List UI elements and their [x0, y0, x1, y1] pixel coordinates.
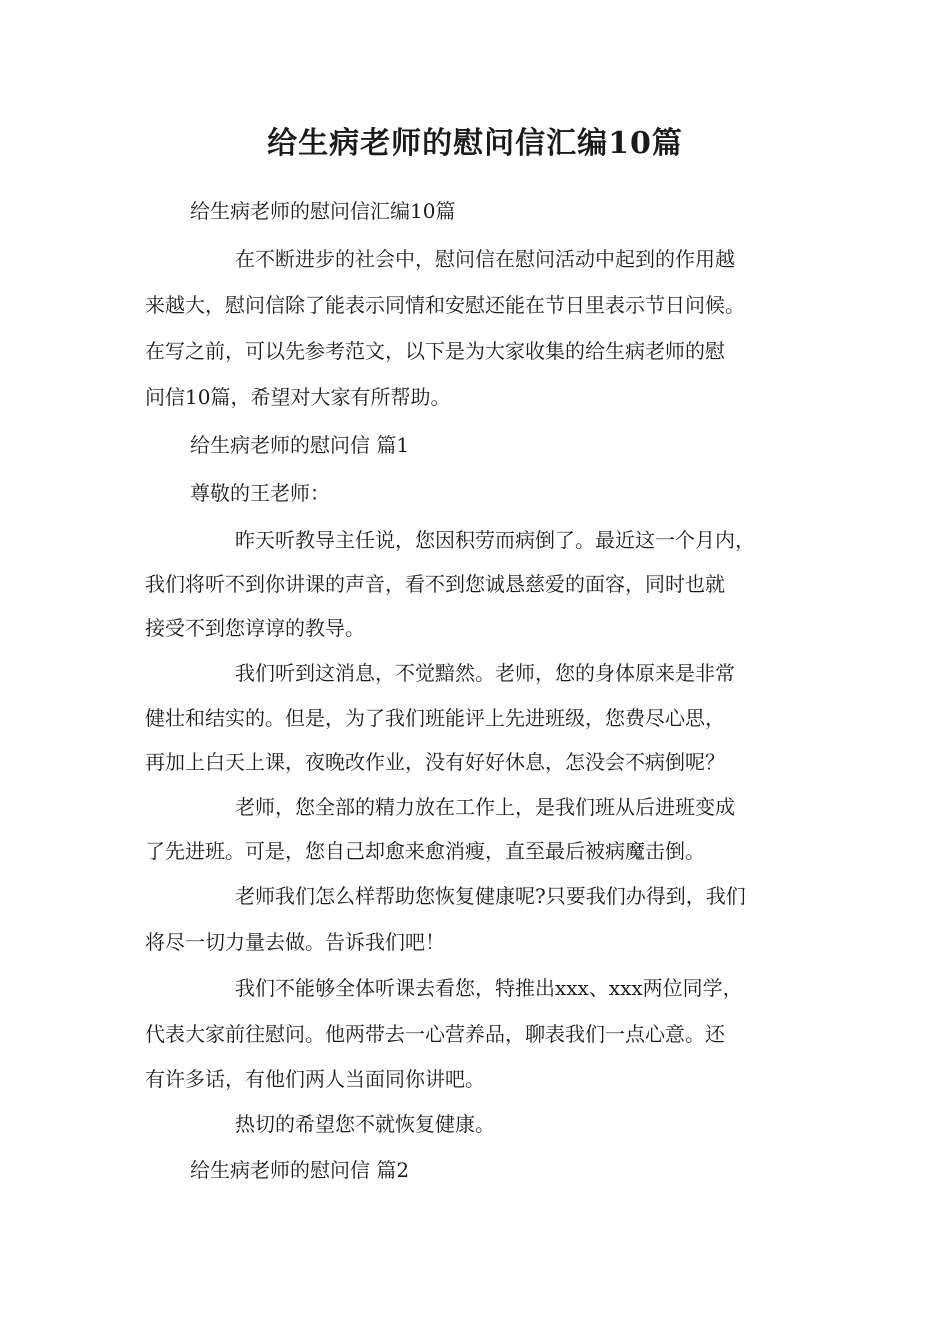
paragraph-1-line-3: 接受不到您谆谆的教导。 — [145, 616, 365, 640]
intro-line-3: 在写之前，可以先参考范文，以下是为大家收集的给生病老师的慰 — [145, 339, 725, 363]
section-heading-1: 给生病老师的慰问信 篇1 — [190, 433, 410, 457]
subtitle-line: 给生病老师的慰问信汇编10篇 — [190, 199, 456, 223]
paragraph-2-line-2: 健壮和结实的。但是，为了我们班能评上先进班级，您费尽心思， — [145, 706, 725, 730]
paragraph-5-line-3: 有许多话，有他们两人当面同你讲吧。 — [145, 1067, 485, 1091]
paragraph-4-line-1: 老师我们怎么样帮助您恢复健康呢?只要我们办得到，我们 — [235, 884, 746, 908]
paragraph-1-line-1: 昨天听教导主任说，您因积劳而病倒了。最近这一个月内， — [235, 528, 755, 552]
section-heading-2: 给生病老师的慰问信 篇2 — [190, 1158, 410, 1182]
paragraph-2-line-1: 我们听到这消息，不觉黯然。老师，您的身体原来是非常 — [235, 661, 735, 685]
paragraph-4-line-2: 将尽一切力量去做。告诉我们吧！ — [145, 930, 445, 954]
paragraph-3-line-1: 老师，您全部的精力放在工作上，是我们班从后进班变成 — [235, 795, 735, 819]
paragraph-3-line-2: 了先进班。可是，您自己却愈来愈消瘦，直至最后被病魔击倒。 — [145, 839, 705, 863]
paragraph-1-line-2: 我们将听不到你讲课的声音，看不到您诚恳慈爱的面容，同时也就 — [145, 572, 725, 596]
intro-line-1: 在不断进步的社会中，慰问信在慰问活动中起到的作用越 — [235, 247, 735, 271]
paragraph-2-line-3: 再加上白天上课，夜晚改作业，没有好好休息，怎没会不病倒呢？ — [145, 750, 725, 774]
paragraph-5-line-2: 代表大家前往慰问。他两带去一心营养品，聊表我们一点心意。还 — [145, 1022, 725, 1046]
intro-line-2: 来越大，慰问信除了能表示同情和安慰还能在节日里表示节日问候。 — [145, 293, 745, 317]
paragraph-5-line-1: 我们不能够全体听课去看您，特推出xxx、xxx两位同学， — [235, 976, 743, 1000]
salutation: 尊敬的王老师： — [190, 481, 330, 505]
paragraph-6-line-1: 热切的希望您不就恢复健康。 — [235, 1112, 495, 1136]
intro-line-4: 问信10篇，希望对大家有所帮助。 — [145, 385, 451, 409]
document-title: 给生病老师的慰问信汇编10篇 — [267, 126, 683, 161]
